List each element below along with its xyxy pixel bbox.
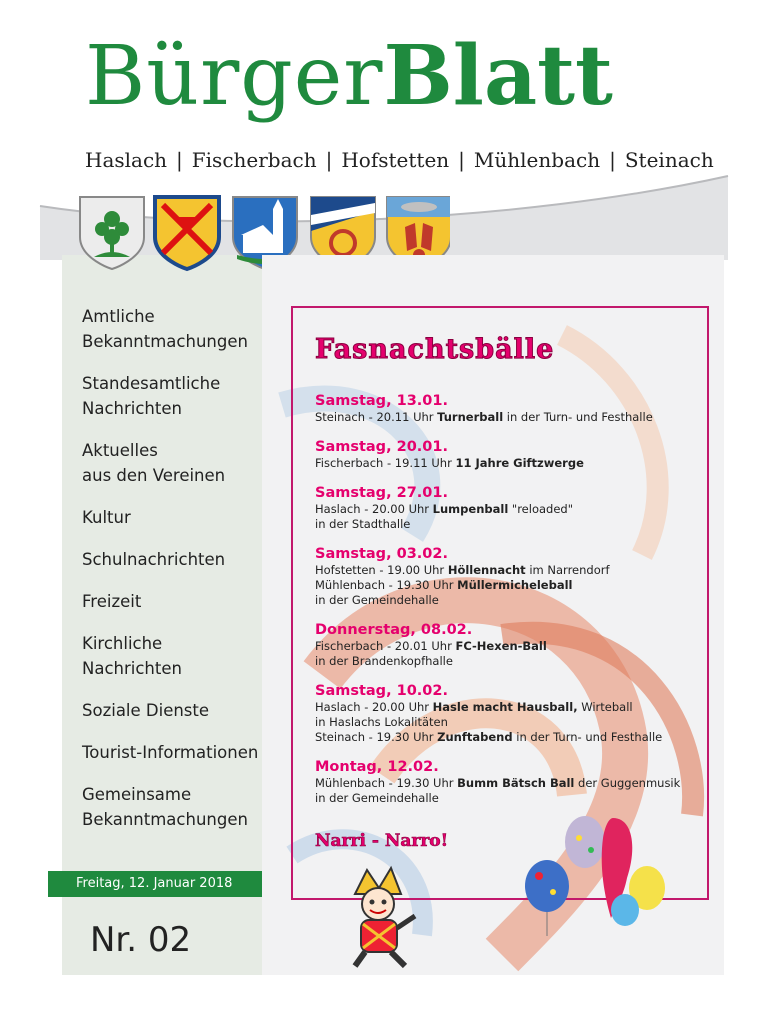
jester-mascot-icon: [335, 858, 430, 973]
town-name: Steinach: [624, 148, 714, 172]
event-date: Donnerstag, 08.02.: [315, 622, 473, 638]
separator: |: [609, 148, 616, 172]
town-name: Hofstetten: [341, 148, 450, 172]
town-name: Fischerbach: [191, 148, 317, 172]
separator: |: [176, 148, 183, 172]
event-line: Hofstetten - 19.00 Uhr Höllennacht im Narrendorf: [315, 563, 610, 577]
event-line: Haslach - 20.00 Uhr Hasle macht Hausball, Wirteball: [315, 700, 633, 714]
event-line: Mühlenbach - 19.30 Uhr Müllermicheleball: [315, 578, 573, 592]
event-line: Steinach - 20.11 Uhr Turnerball in der Turn- und Festhalle: [315, 410, 653, 424]
fischerbach-crest-icon: [155, 197, 219, 269]
nav-item-gemeinsame-bekanntmachungen[interactable]: Gemeinsame Bekanntmachungen: [82, 785, 248, 829]
nav-item-freizeit[interactable]: Freizeit: [82, 592, 142, 611]
event-line: Mühlenbach - 19.30 Uhr Bumm Bätsch Ball der Guggenmusik: [315, 776, 681, 790]
event-date: Montag, 12.02.: [315, 759, 439, 775]
event-item: [315, 392, 695, 425]
event-item: [315, 484, 695, 532]
event-item: [315, 621, 695, 669]
event-date: Samstag, 10.02.: [315, 683, 448, 699]
event-item: [315, 758, 695, 806]
event-line: Fischerbach - 20.01 Uhr FC-Hexen-Ball: [315, 639, 547, 653]
sidebar-nav: [82, 304, 262, 849]
event-item: [315, 545, 695, 608]
newspaper-title: [85, 28, 613, 124]
nav-item-kirchliche-nachrichten[interactable]: Kirchliche Nachrichten: [82, 634, 182, 678]
event-line: in Haslachs Lokalitäten: [315, 715, 448, 729]
poster-title: Fasnachtsbälle: [315, 334, 555, 365]
title-blatt: Blatt: [383, 28, 613, 124]
town-list: [85, 148, 714, 172]
title-buerger: Bürger: [85, 29, 384, 124]
nav-item-aktuelles[interactable]: Aktuelles aus den Vereinen: [82, 441, 226, 485]
event-line: Fischerbach - 19.11 Uhr 11 Jahre Giftzwerge: [315, 456, 584, 470]
separator: |: [458, 148, 465, 172]
event-line: in der Stadthalle: [315, 517, 411, 531]
nav-item-soziale-dienste[interactable]: Soziale Dienste: [82, 701, 210, 720]
town-name: Mühlenbach: [473, 148, 601, 172]
nav-item-tourist-informationen[interactable]: Tourist-Informationen: [82, 743, 259, 762]
event-date: Samstag, 20.01.: [315, 439, 448, 455]
event-date: Samstag, 27.01.: [315, 485, 448, 501]
nav-item-schulnachrichten[interactable]: Schulnachrichten: [82, 550, 226, 569]
haslach-crest-icon: [80, 197, 144, 269]
nav-item-standesamtliche-nachrichten[interactable]: Standesamtliche Nachrichten: [82, 374, 221, 418]
event-item: [315, 682, 695, 745]
issue-date: Freitag, 12. Januar 2018: [48, 871, 262, 897]
event-line: in der Brandenkopfhalle: [315, 654, 453, 668]
event-item: [315, 438, 695, 471]
balloons-icon: [515, 808, 675, 938]
event-line: in der Gemeindehalle: [315, 791, 439, 805]
event-date: Samstag, 03.02.: [315, 546, 448, 562]
event-line: Haslach - 20.00 Uhr Lumpenball "reloaded": [315, 502, 574, 516]
nav-item-amtliche-bekanntmachungen[interactable]: Amtliche Bekanntmachungen: [82, 307, 248, 351]
separator: |: [325, 148, 333, 172]
issue-number: Nr. 02: [90, 920, 192, 960]
narri-narro-slogan: Narri - Narro!: [315, 831, 449, 851]
event-line: in der Gemeindehalle: [315, 593, 439, 607]
event-line: Steinach - 19.30 Uhr Zunftabend in der Turn- und Festhalle: [315, 730, 663, 744]
event-date: Samstag, 13.01.: [315, 393, 448, 409]
nav-item-kultur[interactable]: Kultur: [82, 508, 131, 527]
town-name: Haslach: [85, 148, 168, 172]
